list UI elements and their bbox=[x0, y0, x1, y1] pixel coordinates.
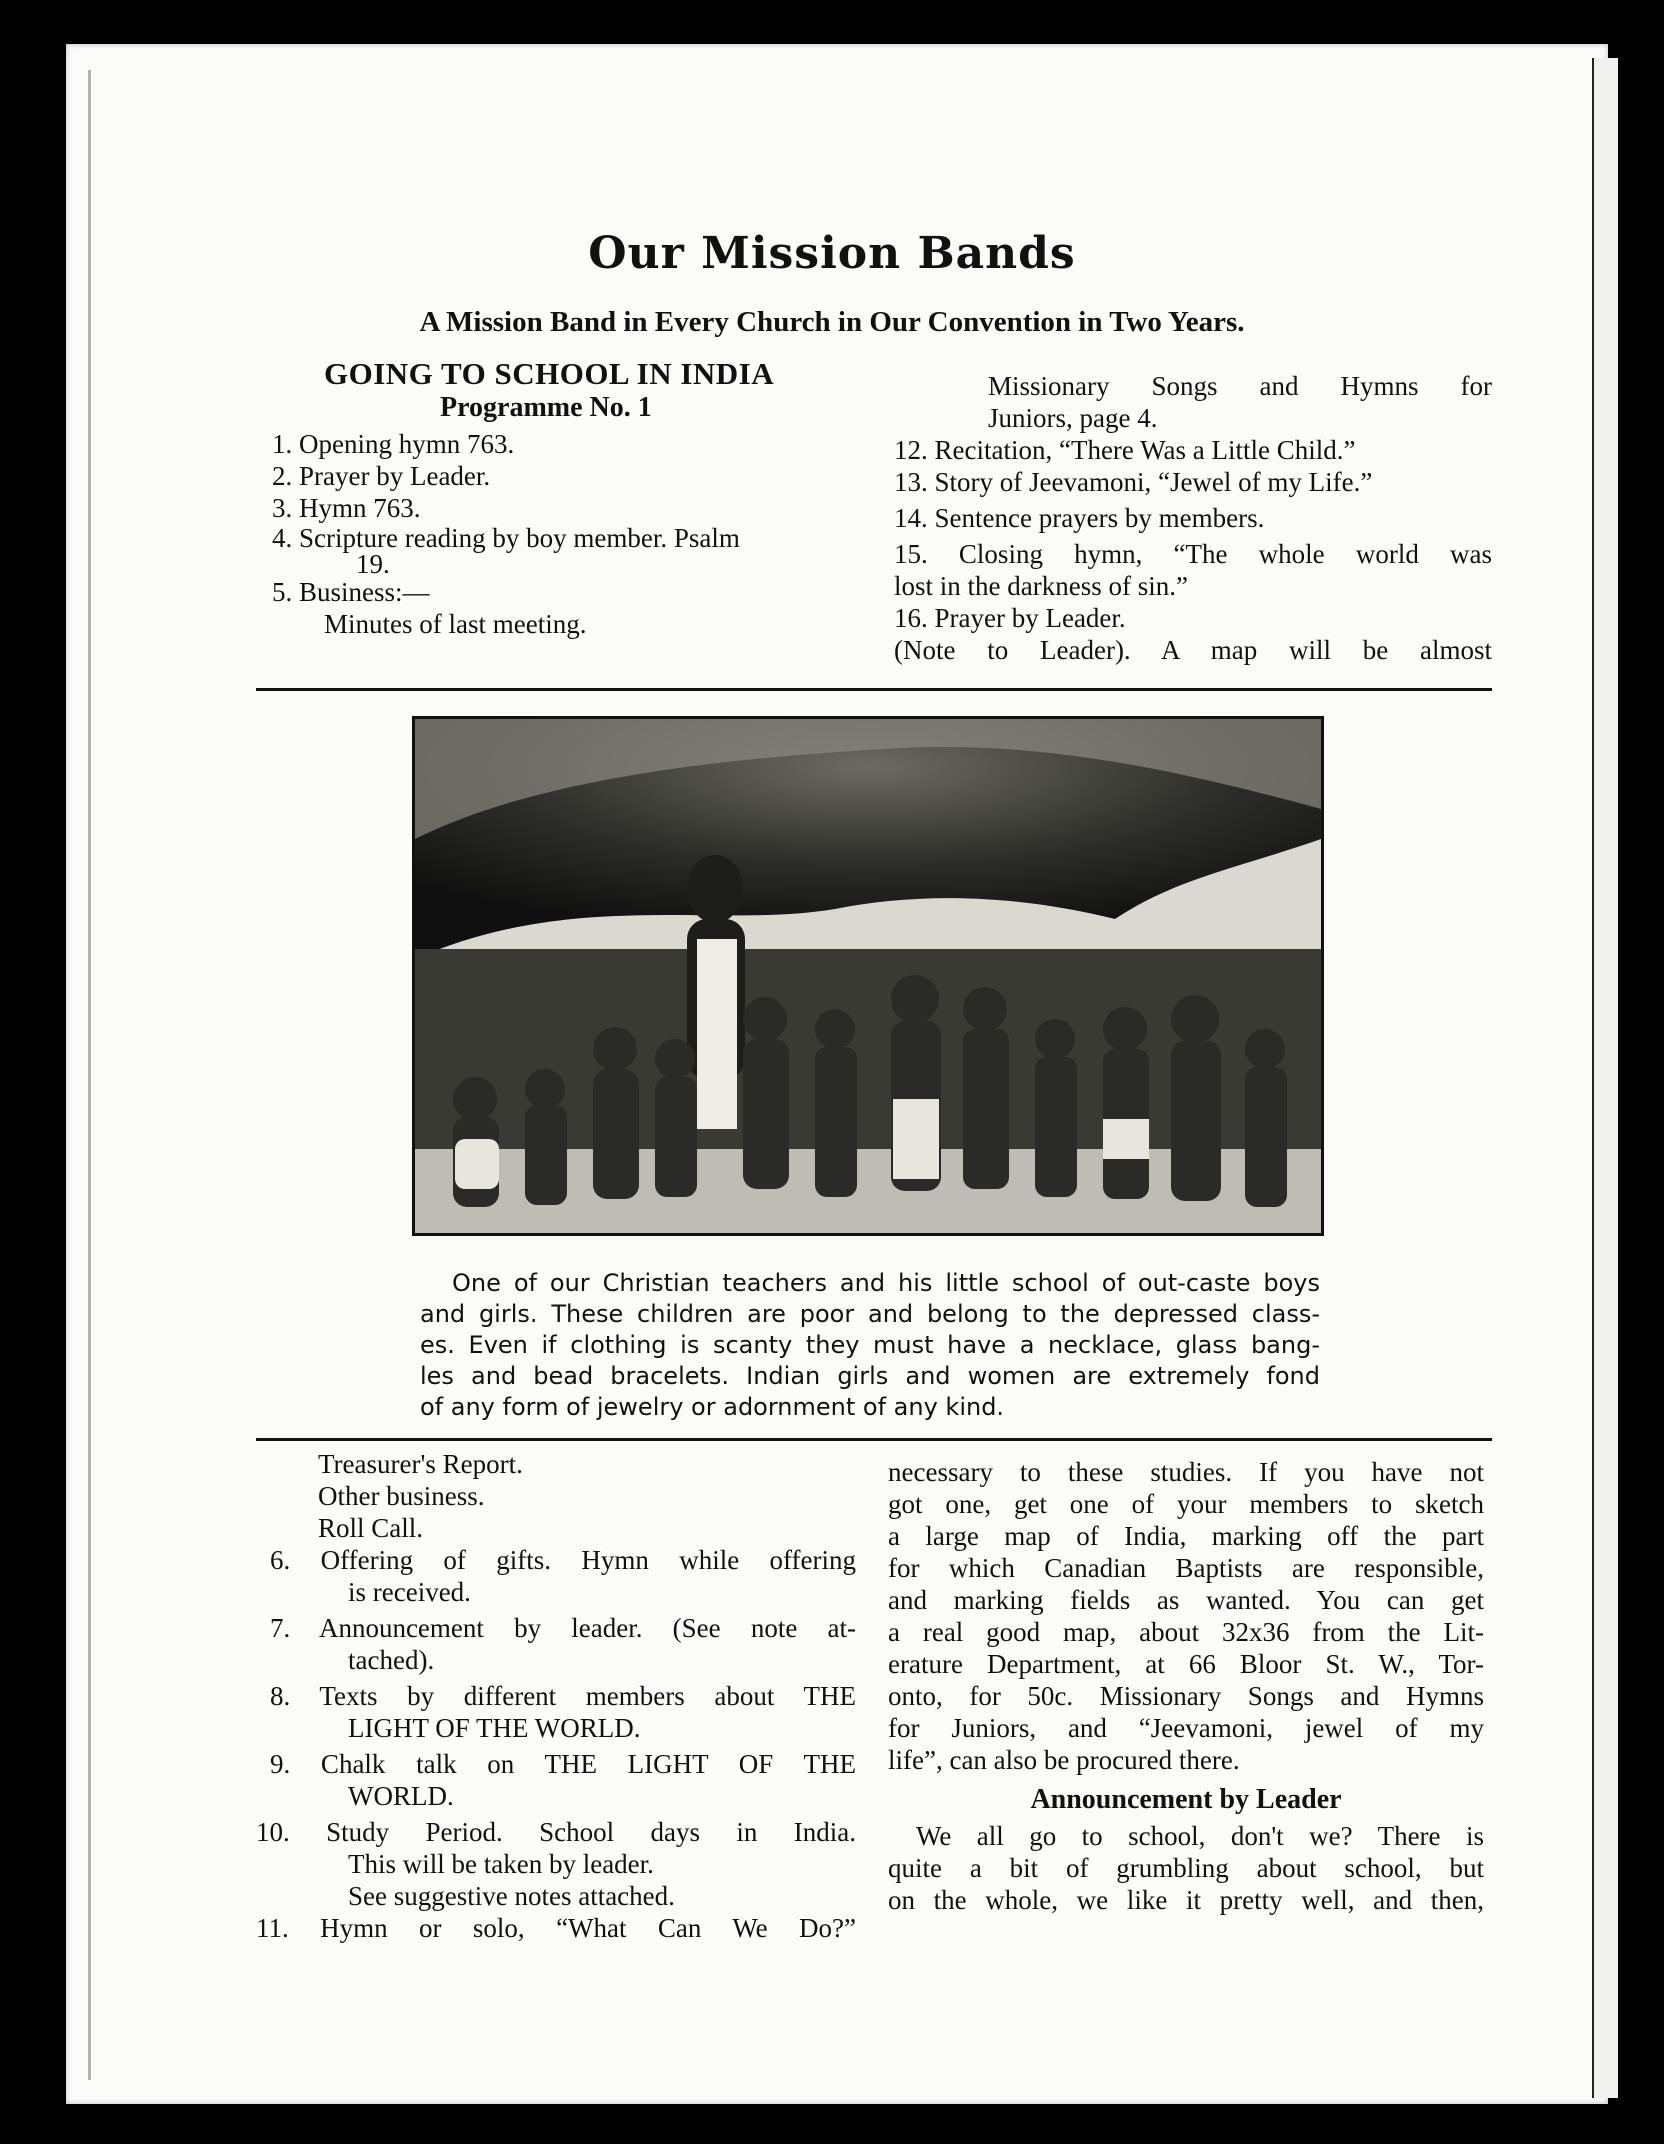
programme-item: 13. Story of Jeevamoni, “Jewel of my Life.” bbox=[894, 467, 1373, 497]
programme-item: 3. Hymn 763. bbox=[272, 493, 421, 523]
programme-item-cont: 19. bbox=[356, 549, 390, 579]
announcement-line: We all go to school, don't we? There is bbox=[916, 1821, 1484, 1851]
programme-item-cont: lost in the darkness of sin.” bbox=[894, 571, 1188, 601]
programme-left-top bbox=[256, 358, 856, 640]
programme-item: 8. Texts by different members about THE bbox=[270, 1681, 856, 1711]
announcement-line: on the whole, we like it pretty well, and then, bbox=[888, 1885, 1484, 1915]
note-line: and marking fields as wanted. You can get bbox=[888, 1585, 1484, 1615]
note-line: onto, for 50c. Missionary Songs and Hymns bbox=[888, 1681, 1484, 1711]
programme-item: 10. Study Period. School days in India. bbox=[256, 1817, 856, 1847]
programme-item: 5. Business:— bbox=[272, 577, 430, 607]
masthead-title: Our Mission Bands bbox=[588, 228, 1076, 279]
programme-item-cont: Other business. bbox=[318, 1481, 485, 1511]
note-line: for Juniors, and “Jeevamoni, jewel of my bbox=[888, 1713, 1484, 1743]
programme-item: 2. Prayer by Leader. bbox=[272, 461, 491, 491]
caption-line: es. Even if clothing is scanty they must have a necklace, glass bang- bbox=[420, 1331, 1320, 1359]
programme-item: 12. Recitation, “There Was a Little Child.” bbox=[894, 435, 1356, 465]
announcement-heading: Announcement by Leader bbox=[1030, 1784, 1342, 1815]
programme-item-cont: Roll Call. bbox=[318, 1513, 424, 1543]
motto: A Mission Band in Every Church in Our Convention in Two Years. bbox=[419, 306, 1245, 338]
programme-item: 11. Hymn or solo, “What Can We Do?” bbox=[256, 1913, 856, 1943]
note-to-leader: (Note to Leader). A map will be almost bbox=[894, 635, 1492, 665]
school-photograph bbox=[412, 716, 1324, 1236]
programme-item-cont: is received. bbox=[348, 1577, 471, 1607]
caption-line: of any form of jewelry or adornment of any kind. bbox=[420, 1393, 1005, 1421]
programme-right-bottom bbox=[888, 1456, 1484, 1916]
programme-item: 4. Scripture reading by boy member. Psalm bbox=[272, 523, 740, 553]
note-line: life”, can also be procured there. bbox=[888, 1745, 1240, 1775]
caption-line: One of our Christian teachers and his little school of out-caste boys bbox=[452, 1269, 1320, 1297]
programme-item-cont: This will be taken by leader. bbox=[348, 1849, 654, 1879]
programme-item-cont: LIGHT OF THE WORLD. bbox=[348, 1713, 641, 1743]
programme-item-cont: Minutes of last meeting. bbox=[324, 609, 587, 639]
announcement-line: quite a bit of grumbling about school, but bbox=[888, 1853, 1484, 1883]
programme-item: 7. Announcement by leader. (See note at- bbox=[270, 1613, 856, 1643]
programme-item: 9. Chalk talk on THE LIGHT OF THE bbox=[270, 1749, 856, 1779]
programme-subtitle: Programme No. 1 bbox=[440, 392, 652, 423]
programme-item-cont: Treasurer's Report. bbox=[318, 1449, 523, 1479]
note-line: for which Canadian Baptists are responsible, bbox=[888, 1553, 1484, 1583]
caption-line: and girls. These children are poor and belong to the depressed class- bbox=[420, 1300, 1320, 1328]
divider-top bbox=[256, 688, 1492, 691]
photo-caption bbox=[420, 1268, 1320, 1423]
note-line: necessary to these studies. If you have not bbox=[888, 1457, 1484, 1487]
programme-item: 1. Opening hymn 763. bbox=[272, 429, 515, 459]
page-fold-shadow bbox=[88, 70, 91, 2080]
programme-item-cont: Missionary Songs and Hymns for bbox=[988, 371, 1492, 401]
programme-left-bottom bbox=[256, 1448, 856, 1944]
programme-item-cont: See suggestive notes attached. bbox=[348, 1881, 675, 1911]
programme-item: 14. Sentence prayers by members. bbox=[894, 503, 1265, 533]
page-edge bbox=[1592, 58, 1618, 2098]
note-line: a real good map, about 32x36 from the Lit- bbox=[888, 1617, 1484, 1647]
note-line: got one, get one of your members to sketch bbox=[888, 1489, 1484, 1519]
programme-item: 16. Prayer by Leader. bbox=[894, 603, 1126, 633]
caption-line: les and bead bracelets. Indian girls and women are extremely fond bbox=[420, 1362, 1320, 1390]
divider-bottom bbox=[256, 1438, 1492, 1441]
programme-item-cont: tached). bbox=[348, 1645, 435, 1675]
note-line: a large map of India, marking off the part bbox=[888, 1521, 1484, 1551]
programme-item: 6. Offering of gifts. Hymn while offering bbox=[270, 1545, 856, 1575]
programme-item-cont: WORLD. bbox=[348, 1781, 454, 1811]
programme-item-cont: Juniors, page 4. bbox=[988, 403, 1158, 433]
programme-right-top bbox=[894, 370, 1492, 666]
programme-title: GOING TO SCHOOL IN INDIA bbox=[324, 356, 775, 391]
programme-item: 15. Closing hymn, “The whole world was bbox=[894, 539, 1492, 569]
note-line: erature Department, at 66 Bloor St. W., Tor- bbox=[888, 1649, 1484, 1679]
